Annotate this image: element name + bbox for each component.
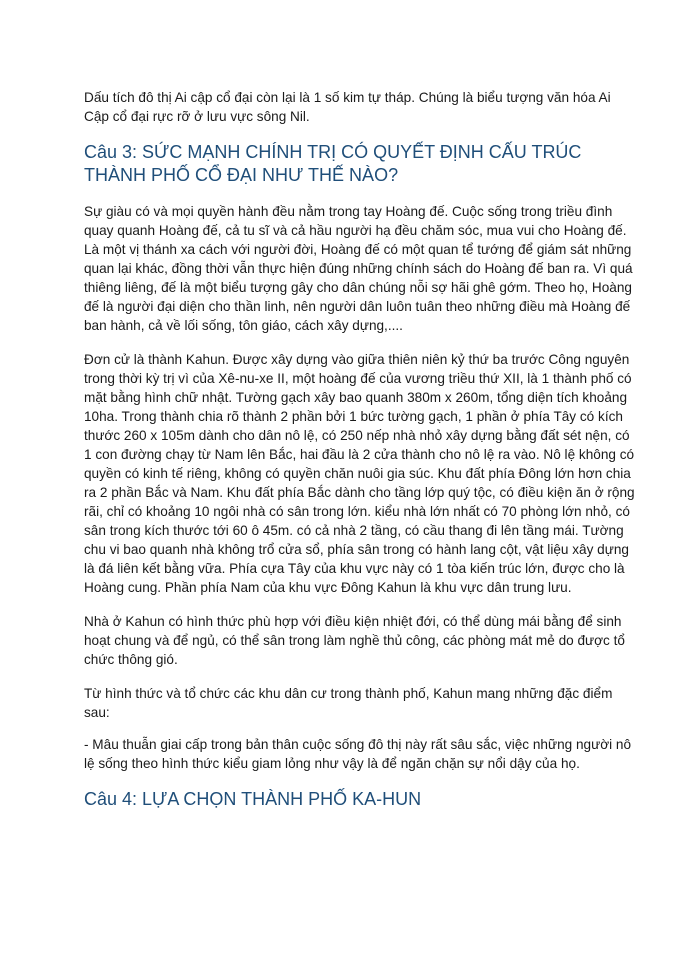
paragraph-kahun-housing: Nhà ở Kahun có hình thức phù hợp với điều kiện nhiệt đới, có thể dùng mái bằng để sinh hoạt chung và để ngủ, có thể sân trong làm nghề thủ công, các phòng mát mẻ do được tổ chức thông gió.: [84, 614, 625, 667]
question-3-heading: Câu 3: SỨC MẠNH CHÍNH TRỊ CÓ QUYẾT ĐỊNH CẤU TRÚC THÀNH PHỐ CỔ ĐẠI NHƯ THẾ NÀO?: [84, 142, 582, 185]
paragraph-kahun-features-intro: Từ hình thức và tổ chức các khu dân cư trong thành phố, Kahun mang những đặc điểm sau:: [84, 686, 613, 720]
paragraph-kahun-description: Đơn cử là thành Kahun. Được xây dựng vào giữa thiên niên kỷ thứ ba trước Công nguyên trong thời kỳ trị vì của Xê-nu-xe II, một hoàng đế của vương triều thứ XII, là 1 thành phố có mặt bằng hình chữ nhật. Tường gạch xây bao quanh 380m x 260m, tổng diện tích khoảng 10ha. Trong thành chia rõ thành 2 phần bởi 1 bức tường gạch, 1 phần ở phía Tây có kích thước 260 x 105m dành cho dân nô lệ, có 250 nếp nhà nhỏ xây dựng bằng đất sét nện, có 1 con đường chạy từ Nam lên Bắc, hai đầu là 2 cửa thành cho nô lệ ra vào. Nô lệ không có quyền có kinh tế riêng, không có quyền chăn nuôi gia súc. Khu đất phía Đông lớn hơn chia ra 2 phần Bắc và Nam. Khu đất phía Bắc dành cho tầng lớp quý tộc, có điều kiện ăn ở rộng rãi, chỉ có khoảng 10 ngôi nhà có sân trong lớn. kiểu nhà lớn nhất có 70 phòng lớn nhỏ, có sân trong kích thước tới 60 ô 45m. có cả nhà 2 tầng, có cầu thang đi lên tầng mái. Tường chu vi bao quanh nhà không trổ cửa sổ, phía sân trong có hành lang cột, vật liệu xây dựng là đá liên kết bằng vữa. Phía cựa Tây của khu vực này có 1 tòa kiến trúc lớn, được cho là Hoàng cung. Phần phía Nam của khu vực Đông Kahun là khu vực dân trung lưu.: [84, 352, 635, 595]
paragraph-emperor-power: Sự giàu có và mọi quyền hành đều nằm trong tay Hoàng đế. Cuộc sống trong triều đình quay quanh Hoàng đế, cả tu sĩ và cả hầu người hạ đều chăm sóc, mua vui cho Hoàng đế. Là một vị thánh xa cách với người đời, Hoàng đế có một quan tể tướng để giám sát những quan lại khác, đồng thời vẫn thực hiện đúng những chính sách do Hoàng đế ban ra. Vì quá thiêng liêng, đế là một biểu tượng gây cho dân chúng nỗi sợ hãi ghê gớm. Theo họ, Hoàng đế là người đại diện cho thần linh, nên người dân luôn tuân theo những điều mà Hoàng đế ban hành, cả về lối sống, tôn giáo, cách xây dựng,....: [84, 204, 633, 333]
paragraph-class-conflict: - Mâu thuẫn giai cấp trong bản thân cuộc sống đô thị này rất sâu sắc, việc những người nô lệ sống theo hình thức kiểu giam lỏng như vậy là để ngăn chặn sự nổi dậy của họ.: [84, 737, 632, 771]
intro-paragraph: Dấu tích đô thị Ai cập cổ đại còn lại là 1 số kim tự tháp. Chúng là biểu tượng văn hóa Ai Cập cổ đại rực rỡ ở lưu vực sông Nil.: [84, 90, 611, 124]
question-4-heading: Câu 4: LỰA CHỌN THÀNH PHỐ KA-HUN: [84, 789, 422, 809]
